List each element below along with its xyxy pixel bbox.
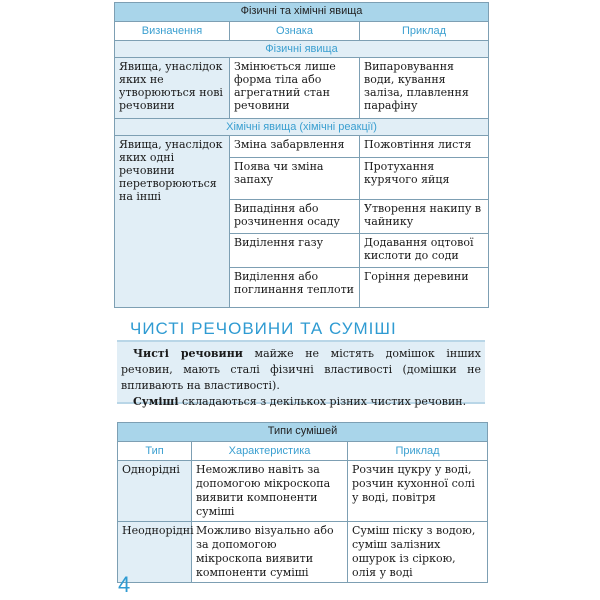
mixture-example: Розчин цукру у воді, розчин кухонної солі у воді, повітря <box>348 461 488 522</box>
header-definition: Визначення <box>115 22 230 41</box>
mixture-type: Однорідні <box>118 461 192 522</box>
mixture-characteristic: Можливо візуально або за допомогою мікроскопа виявити компоненти суміші <box>192 522 348 583</box>
definition-box <box>117 340 485 408</box>
chemical-example: Пожовтіння листя <box>360 136 489 158</box>
mixture-types-title: Типи сумішей <box>118 423 488 442</box>
chemical-example: Додавання оцтової кислоти до соди <box>360 234 489 268</box>
mixture-example: Суміш піску з водою, суміш залізних ошурок із сіркою, олія у воді <box>348 522 488 583</box>
chemical-example: Протухання курячого яйця <box>360 158 489 200</box>
chemical-sign: Зміна забарвлення <box>230 136 360 158</box>
phenomena-table-title: Фізичні та хімічні явища <box>115 3 489 22</box>
header-characteristic: Характеристика <box>192 442 348 461</box>
mixture-types-table <box>117 422 488 583</box>
phenomena-table <box>114 2 489 308</box>
mixtures-text: складаються з декількох різних чистих речовин. <box>178 395 467 408</box>
page-number: 4 <box>118 572 131 597</box>
header-example: Приклад <box>360 22 489 41</box>
mixture-characteristic: Неможливо навіть за допомогою мікроскопа виявити компоненти суміші <box>192 461 348 522</box>
header-type: Тип <box>118 442 192 461</box>
chemical-example: Утворення накипу в чайнику <box>360 200 489 234</box>
physical-subtitle: Фізичні явища <box>115 41 489 58</box>
header-sign: Ознака <box>230 22 360 41</box>
pure-substances-paragraph <box>121 346 481 394</box>
section-title: ЧИСТІ РЕЧОВИНИ ТА СУМІШІ <box>130 319 397 338</box>
header-example: Приклад <box>348 442 488 461</box>
chemical-subtitle: Хімічні явища (хімічні реакції) <box>115 119 489 136</box>
chemical-example: Горіння деревини <box>360 268 489 308</box>
chemical-sign: Виділення або поглинання теплоти <box>230 268 360 308</box>
chemical-sign: Виділення газу <box>230 234 360 268</box>
chemical-sign: Поява чи зміна запаху <box>230 158 360 200</box>
pure-substances-term: Чисті речовини <box>133 347 243 360</box>
pure-substances-text: майже не містять домішок інших речовин, мають сталі фізичні властивості (домішки не впливають на властивості). <box>121 347 481 392</box>
mixtures-term: Суміші <box>133 395 179 408</box>
physical-definition: Явища, унаслідок яких не утворюються нові речовини <box>115 58 230 119</box>
chemical-definition: Явища, унаслідок яких одні речовини перетворюються на інші <box>115 136 230 308</box>
physical-example: Випаровування води, кування заліза, плавлення парафіну <box>360 58 489 119</box>
physical-sign: Змінюється лише форма тіла або агрегатний стан речовини <box>230 58 360 119</box>
chemical-sign: Випадіння або розчинення осаду <box>230 200 360 234</box>
mixtures-paragraph <box>121 394 481 410</box>
mixture-type: Неоднорідні <box>118 522 192 583</box>
